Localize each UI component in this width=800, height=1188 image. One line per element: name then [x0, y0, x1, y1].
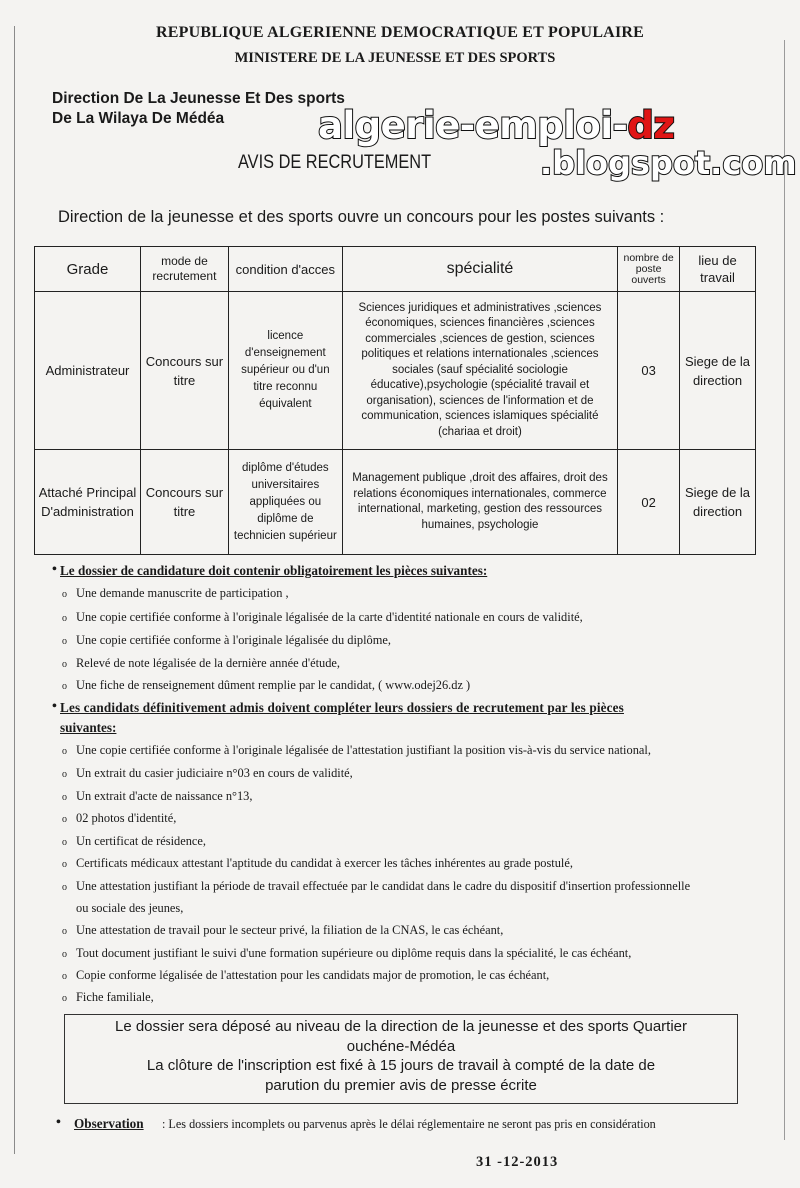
list-item-text: 02 photos d'identité, — [76, 811, 177, 825]
list-item-text: Un certificat de résidence, — [76, 834, 207, 848]
page-border-right — [784, 40, 785, 1140]
list-item — [62, 923, 503, 938]
circle-bullet-icon: o — [62, 949, 67, 960]
header-condition: condition d'acces — [228, 247, 342, 292]
list-item — [62, 990, 154, 1005]
watermark-site — [318, 104, 674, 147]
watermark-part1: algerie-emploi- — [318, 104, 628, 147]
cell-lieu: Siege de la direction — [680, 292, 756, 450]
observation-text: : Les dossiers incomplets ou parvenus après le délai réglementaire ne seront pas pris en considération — [162, 1117, 656, 1131]
republic-header: REPUBLIQUE ALGERIENNE DEMOCRATIQUE ET POPULAIRE — [156, 24, 644, 41]
cell-condition: licence d'enseignement supérieur ou d'un titre reconnu équivalent — [228, 292, 342, 450]
ministry-header: MINISTERE DE LA JEUNESSE ET DES SPORTS — [234, 50, 556, 66]
observation-bullet-icon: • — [56, 1115, 61, 1130]
list-item-text: Une attestation de travail pour le secteur privé, la filiation de la CNAS, le cas échéant, — [76, 923, 504, 937]
notice-line-1: Le dossier sera déposé au niveau de la direction de la jeunesse et des sports Quartier — [114, 1018, 687, 1035]
watermark-part2: dz — [627, 104, 675, 147]
list-item-text: Une copie certifiée conforme à l'originale légalisée du diplôme, — [76, 633, 391, 647]
cell-grade: Attaché Principal D'administration — [35, 450, 141, 555]
circle-bullet-icon: o — [62, 859, 67, 870]
list-item-text: Une demande manuscrite de participation , — [76, 586, 289, 600]
list-item-continuation: ou sociale des jeunes, — [76, 901, 184, 915]
header-nombre: nombre de poste ouverts — [618, 247, 680, 292]
circle-bullet-icon: o — [62, 659, 67, 670]
list-item — [62, 766, 353, 781]
list-item — [62, 811, 176, 826]
list-item-text: Un extrait du casier judiciaire n°03 en cours de validité, — [76, 766, 353, 780]
circle-bullet-icon: o — [62, 971, 67, 982]
circle-bullet-icon: o — [62, 636, 67, 647]
notice-line-3: La clôture de l'inscription est fixé à 15 jours de travail à compté de la date de — [146, 1057, 656, 1074]
notice-line-2: ouchéne-Médéa — [346, 1037, 456, 1055]
cell-condition: diplôme d'études universitaires appliquées ou diplôme de technicien supérieur — [228, 450, 342, 555]
section1-title: Le dossier de candidature doit contenir obligatoirement les pièces suivantes: — [60, 563, 488, 578]
list-item — [62, 946, 631, 961]
table-header-row — [35, 247, 756, 292]
circle-bullet-icon: o — [62, 746, 67, 757]
circle-bullet-icon: o — [62, 769, 67, 780]
list-item — [62, 678, 470, 693]
list-item — [62, 610, 583, 625]
notice-line-4: parution du premier avis de presse écrite — [265, 1076, 537, 1094]
cell-mode: Concours sur titre — [140, 450, 228, 555]
list-item-text: Une copie certifiée conforme à l'originale légalisée de la carte d'identité nationale en cours de validité, — [76, 610, 583, 624]
list-item-text: Fiche familiale, — [76, 990, 154, 1004]
cell-nombre: 02 — [618, 450, 680, 555]
list-item — [62, 789, 252, 804]
cell-grade: Administrateur — [35, 292, 141, 450]
list-item — [62, 656, 340, 671]
cell-mode: Concours sur titre — [140, 292, 228, 450]
list-item-text: Une fiche de renseignement dûment remplie par le candidat, ( www.odej26.dz ) — [76, 678, 471, 692]
recruitment-table — [34, 246, 756, 555]
header-mode: mode de recrutement — [140, 247, 228, 292]
list-item — [62, 834, 206, 849]
list-item-text: Copie conforme légalisée de l'attestation pour les candidats major de promotion, le cas échéant, — [76, 968, 550, 982]
page-border-left — [14, 26, 15, 1154]
direction-line-1: Direction De La Jeunesse Et Des sports — [52, 90, 345, 107]
observation-label: Observation — [74, 1116, 144, 1131]
list-item — [62, 743, 651, 758]
header-grade: Grade — [35, 247, 141, 292]
cell-specialite: Sciences juridiques et administratives ,sciences économiques, sciences financières ,sciences commerciales ,sciences de gestion, sciences politiques et relations internationales ,sciences sociales (sauf spécialité sociologie éducative),psychologie (spécialité travail et organisation), sciences de l'information et de communication, sciences islamiques spécialité (chariaa et droit) — [342, 292, 617, 450]
circle-bullet-icon: o — [62, 837, 67, 848]
circle-bullet-icon: o — [62, 814, 67, 825]
watermark-domain: .blogspot.com — [540, 144, 797, 182]
list-item-text: Certificats médicaux attestant l'aptitude du candidat à exercer les tâches inhérentes au grade postulé, — [76, 856, 573, 870]
direction-line-2: De La Wilaya De Médéa — [52, 110, 225, 127]
list-item-text: Une attestation justifiant la période de travail effectuée par le candidat dans le cadre du dispositif d'insertion professionnelle — [76, 879, 691, 893]
document-date: 31 -12-2013 — [476, 1154, 559, 1170]
submission-notice-box — [64, 1014, 738, 1104]
list-item — [62, 879, 690, 894]
cell-lieu: Siege de la direction — [680, 450, 756, 555]
table-row — [35, 292, 756, 450]
list-item — [62, 856, 573, 871]
section1-bullet-icon: • — [52, 562, 57, 577]
section2-bullet-icon: • — [52, 699, 57, 714]
circle-bullet-icon: o — [62, 882, 67, 893]
cell-specialite: Management publique ,droit des affaires, droit des relations économiques internationales, commerce international, marketing, gestion des ressources humaines, psychologie — [342, 450, 617, 555]
list-item-text: Relevé de note légalisée de la dernière année d'étude, — [76, 656, 341, 670]
circle-bullet-icon: o — [62, 613, 67, 624]
list-item — [62, 633, 391, 648]
section2-title-line1: Les candidats définitivement admis doivent compléter leurs dossiers de recrutement par les pièces — [60, 700, 624, 715]
list-item-text: Une copie certifiée conforme à l'originale légalisée de l'attestation justifiant la position vis-à-vis du service national, — [76, 743, 651, 757]
section2-title-line2: suivantes: — [60, 720, 117, 735]
circle-bullet-icon: o — [62, 926, 67, 937]
intro-text: Direction de la jeunesse et des sports ouvre un concours pour les postes suivants : — [58, 208, 665, 226]
header-lieu: lieu de travail — [680, 247, 756, 292]
list-item — [62, 586, 289, 601]
circle-bullet-icon: o — [62, 792, 67, 803]
header-specialite: spécialité — [342, 247, 617, 292]
list-item-text: Tout document justifiant le suivi d'une formation supérieure ou diplôme requis dans la spécialité, le cas échéant, — [76, 946, 632, 960]
page-title: AVIS DE RECRUTEMENT — [238, 152, 432, 173]
list-item — [62, 968, 549, 983]
circle-bullet-icon: o — [62, 589, 67, 600]
circle-bullet-icon: o — [62, 681, 67, 692]
list-item-text: Un extrait d'acte de naissance n°13, — [76, 789, 253, 803]
table-row — [35, 450, 756, 555]
cell-nombre: 03 — [618, 292, 680, 450]
circle-bullet-icon: o — [62, 993, 67, 1004]
